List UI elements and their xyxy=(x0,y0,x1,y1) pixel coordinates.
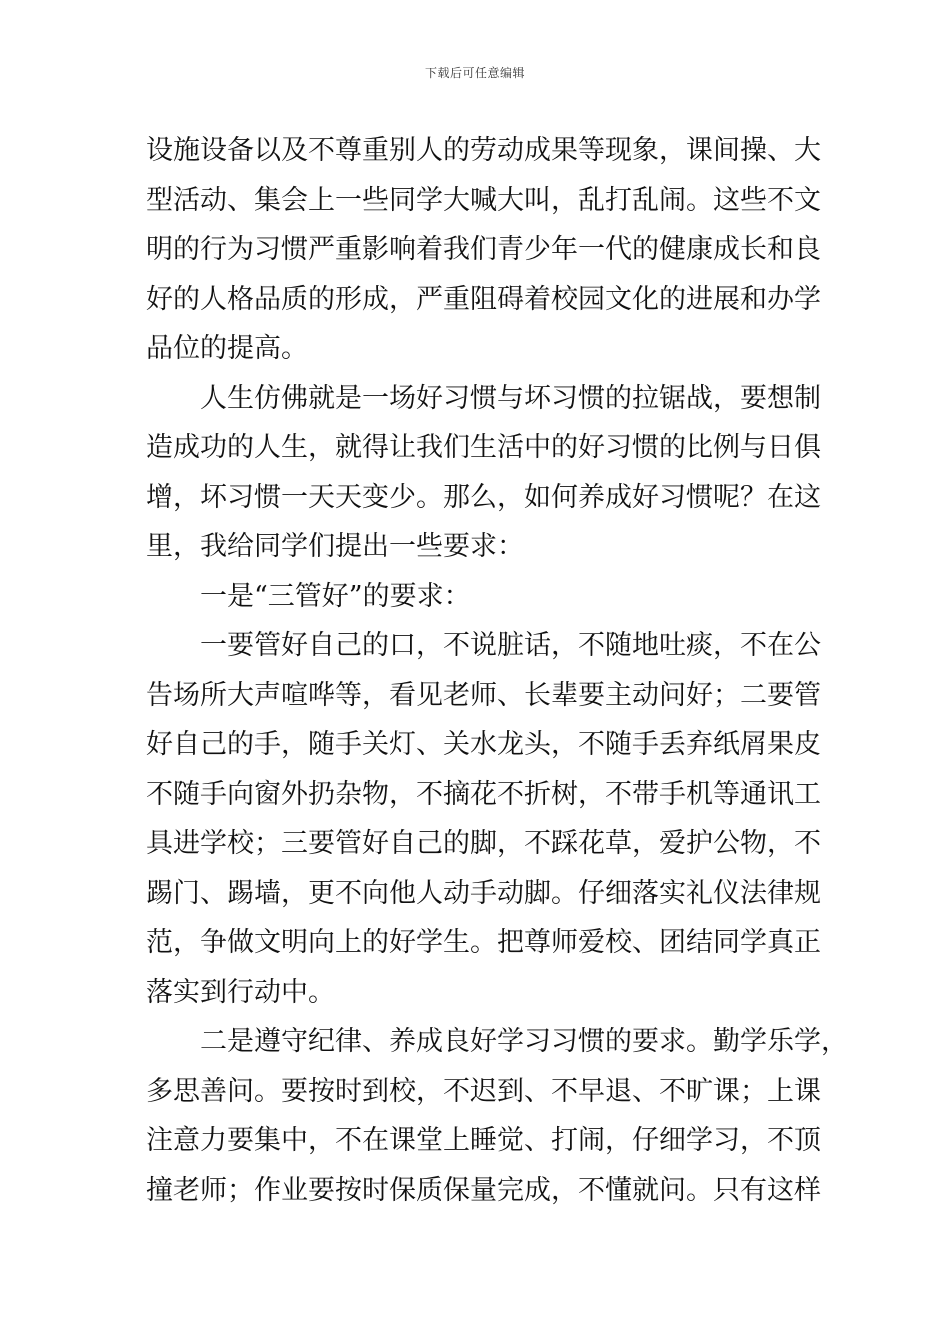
text-line: 好的人格品质的形成，严重阻碍着校园文化的进展和办学 xyxy=(146,283,821,315)
text-line: 一是“三管好”的要求： xyxy=(200,580,471,612)
text-line: 踢门、踢墙，更不向他人动手动脚。仔细落实礼仪法律规 xyxy=(146,877,821,909)
text-line: 增，坏习惯一天天变少。那么，如何养成好习惯呢？在这 xyxy=(146,481,821,513)
page-header: 下载后可任意编辑 xyxy=(424,66,525,80)
text-line: 设施设备以及不尊重别人的劳动成果等现象，课间操、大 xyxy=(146,135,821,166)
text-line: 型活动、集会上一些同学大喊大叫，乱打乱闹。这些不文 xyxy=(146,184,821,216)
text-line: 撞老师；作业要按时保质保量完成，不懂就问。只有这样 xyxy=(146,1174,821,1206)
text-line: 具进学校；三要管好自己的脚，不踩花草，爱护公物，不 xyxy=(146,828,821,859)
text-line: 造成功的人生，就得让我们生活中的好习惯的比例与日俱 xyxy=(146,432,821,463)
text-line: 好自己的手，随手关灯、关水龙头，不随手丢弃纸屑果皮 xyxy=(146,729,821,760)
document-body xyxy=(146,126,848,1215)
text-line: 里，我给同学们提出一些要求： xyxy=(146,531,524,562)
text-line: 不随手向窗外扔杂物，不摘花不折树，不带手机等通讯工 xyxy=(146,778,821,810)
text-line: 一要管好自己的口，不说脏话，不随地吐痰，不在公 xyxy=(200,630,821,661)
text-line: 二是遵守纪律、养成良好学习习惯的要求。勤学乐学， xyxy=(200,1026,848,1057)
text-line: 注意力要集中，不在课堂上睡觉、打闹，仔细学习，不顶 xyxy=(146,1125,821,1156)
text-line: 落实到行动中。 xyxy=(146,976,335,1008)
text-line: 范，争做文明向上的好学生。把尊师爱校、团结同学真正 xyxy=(146,927,821,958)
text-line: 明的行为习惯严重影响着我们青少年一代的健康成长和良 xyxy=(146,234,821,265)
text-line: 人生仿佛就是一场好习惯与坏习惯的拉锯战，要想制 xyxy=(200,382,821,414)
text-line: 多思善问。要按时到校，不迟到、不早退、不旷课；上课 xyxy=(146,1075,821,1107)
text-line: 告场所大声喧哗等，看见老师、长辈要主动问好；二要管 xyxy=(146,679,821,711)
text-line: 品位的提高。 xyxy=(146,333,308,364)
